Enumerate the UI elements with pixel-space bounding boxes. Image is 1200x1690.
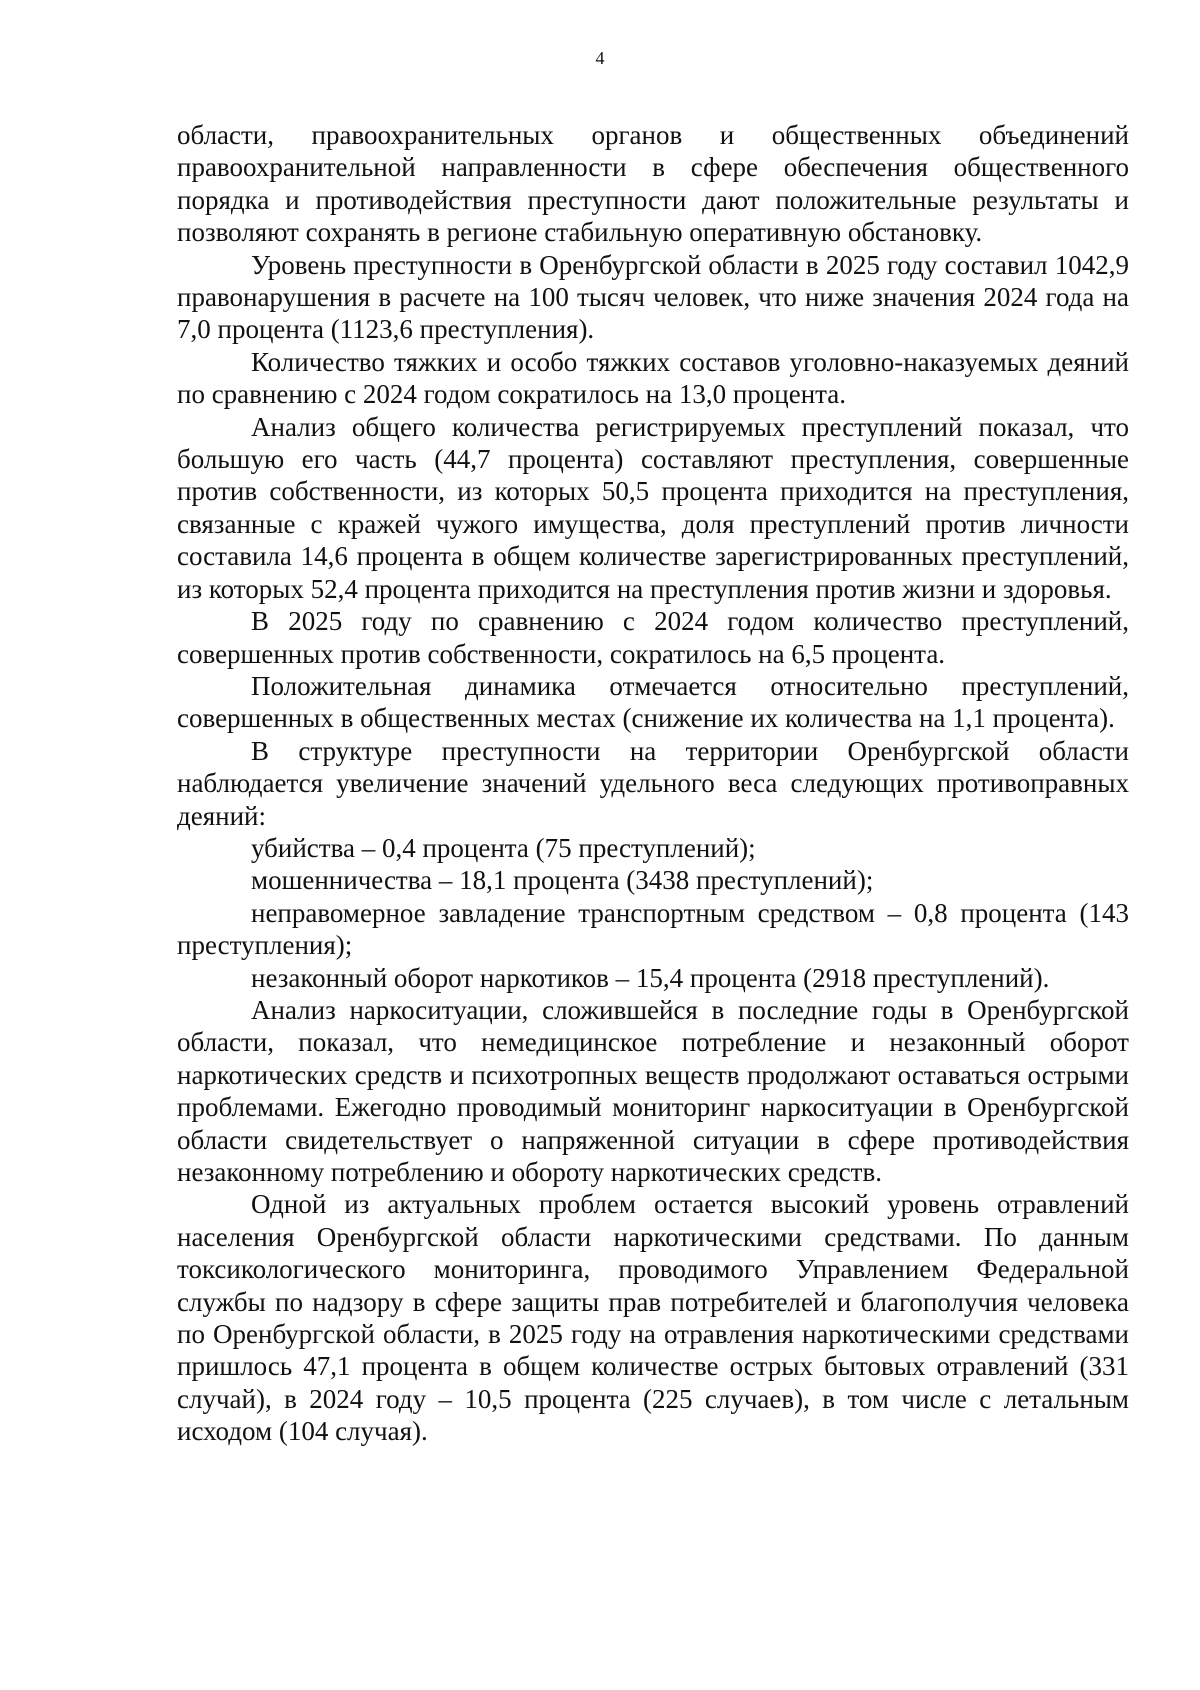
document-body bbox=[177, 119, 1129, 1448]
list-item-fraud: мошенничества – 18,1 процента (3438 преступлений); bbox=[251, 865, 874, 896]
page-number: 4 bbox=[595, 48, 605, 68]
list-item-drug-trafficking: незаконный оборот наркотиков – 15,4 процента (2918 преступлений). bbox=[251, 962, 1050, 993]
paragraph-property-crimes: В 2025 году по сравнению с 2024 годом количество преступлений, совершенных против собственности, сократилось на 6,5 процента. bbox=[177, 606, 1129, 669]
paragraph-crime-structure: В структуре преступности на территории Оренбургской области наблюдается увеличение значений удельного веса следующих противоправных деяний: bbox=[177, 735, 1129, 831]
paragraph-public-places: Положительная динамика отмечается относительно преступлений, совершенных в общественных местах (снижение их количества на 1,1 процента). bbox=[177, 670, 1129, 734]
paragraph-crime-analysis: Анализ общего количества регистрируемых преступлений показал, что большую его часть (44,7 процента) составляют преступления, совершенные против собственности, из которых 50,5 процента приходится на преступления, связанные с кражей чужого имущества, доля преступлений против личности составила 14,6 процента в общем количестве зарегистрированных преступлений, из которых 52,4 процента приходится на преступления против жизни и здоровья. bbox=[177, 411, 1129, 604]
paragraph-drug-situation: Анализ наркоситуации, сложившейся в последние годы в Оренбургской области, показал, что немедицинское потребление и незаконный оборот наркотических средств и психотропных веществ продолжают оставаться острыми проблемами. Ежегодно проводимый мониторинг наркоситуации в Оренбургской области свидетельствует о напряженной ситуации в сфере противодействия незаконному потреблению и обороту наркотических средств. bbox=[177, 994, 1129, 1187]
paragraph-grave-crimes: Количество тяжких и особо тяжких составов уголовно-наказуемых деяний по сравнению с 2024 годом сократилось на 13,0 процента. bbox=[177, 346, 1129, 410]
list-item-murders: убийства – 0,4 процента (75 преступлений); bbox=[251, 832, 756, 863]
paragraph-continuation: области, правоохранительных органов и общественных объединений правоохранительной направленности в сфере обеспечения общественного порядка и противодействия преступности дают положительные результаты и позволяют сохранять в регионе стабильную оперативную обстановку. bbox=[177, 120, 1129, 248]
paragraph-drug-poisoning: Одной из актуальных проблем остается высокий уровень отравлений населения Оренбургской области наркотическими средствами. По данным токсикологического мониторинга, проводимого Управлением Федеральной службы по надзору в сфере защиты прав потребителей и благополучия человека по Оренбургской области, в 2025 году на отравления наркотическими средствами пришлось 47,1 процента в общем количестве острых бытовых отравлений (331 случай), в 2024 году – 10,5 процента (225 случаев), в том числе с летальным исходом (104 случая). bbox=[177, 1189, 1129, 1447]
list-item-vehicle-theft: неправомерное завладение транспортным средством – 0,8 процента (143 преступления); bbox=[177, 897, 1129, 961]
paragraph-crime-level: Уровень преступности в Оренбургской области в 2025 году составил 1042,9 правонарушения в расчете на 100 тысяч человек, что ниже значения 2024 года на 7,0 процента (1123,6 преступления). bbox=[177, 249, 1129, 345]
